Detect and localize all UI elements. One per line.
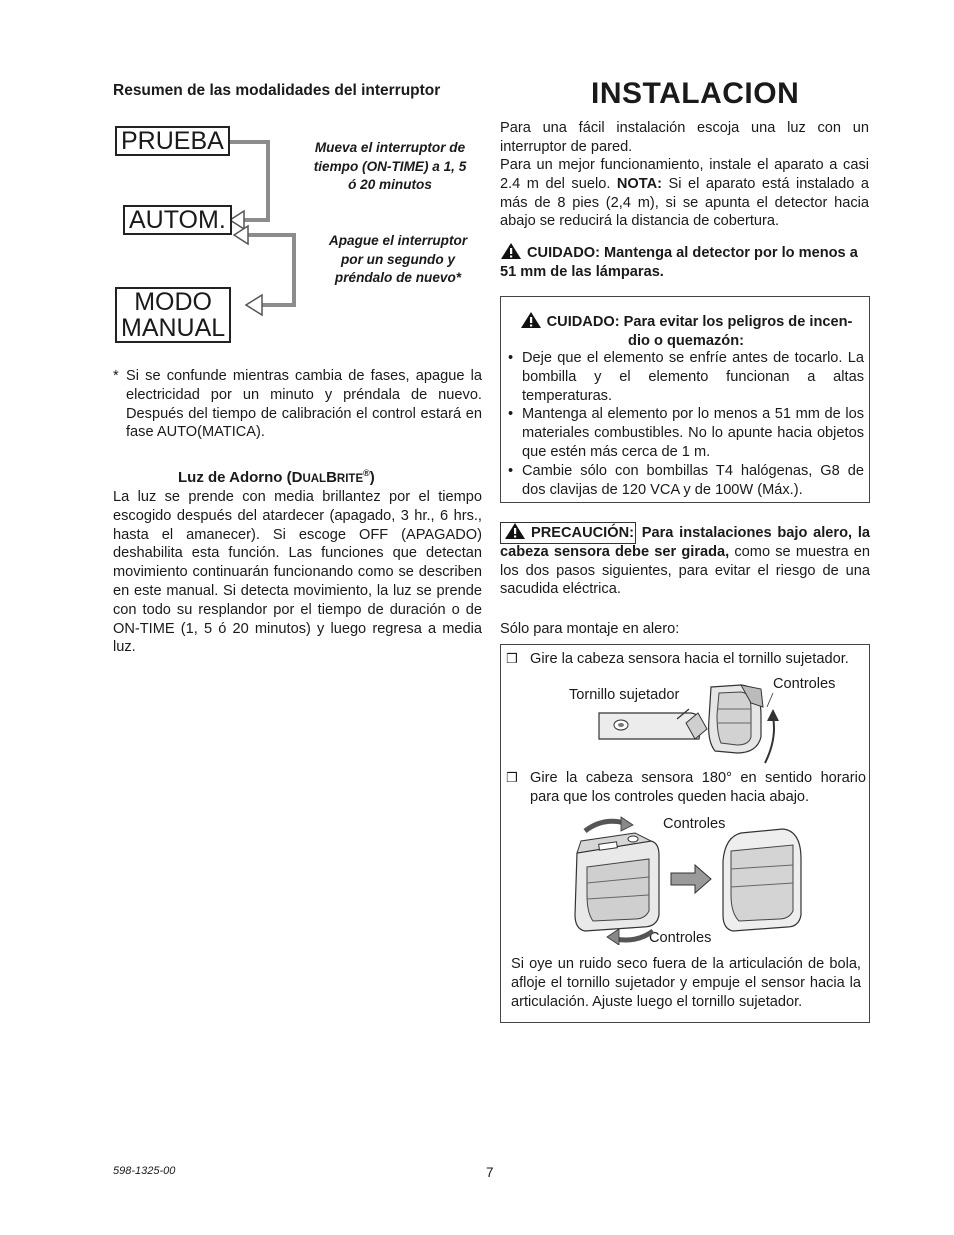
section-heading-switch-modes: Resumen de las modalidades del interruptor [113, 82, 441, 99]
intro2-text-b: Si el aparato está instalado a más de 8 pies (2,4 m), si se apunta el detector hacia abajo se reducirá la distancia de cobertura. [500, 175, 869, 230]
note-ontime-line2: tiempo (ON-TIME) a 1, 5 [313, 158, 467, 174]
caution-item-1: Deje que el elemento se enfríe antes de tocarlo. La bombilla y el elemento funcionan a altas temperaturas. [522, 350, 864, 404]
arrowhead-manual [246, 295, 262, 315]
page-number: 7 [486, 1165, 494, 1180]
precaution-label: PRECAUCIÓN: [531, 525, 634, 541]
list-item [508, 462, 864, 500]
precaution-label-box [500, 522, 636, 544]
list-item [508, 349, 864, 405]
step-2-text: Gire la cabeza sensora 180° en sentido horario para que los controles queden hacia abajo. [530, 770, 866, 805]
note-power-line1: Apague el interruptor [328, 233, 468, 248]
ball-joint-note: Si oye un ruido seco fuera de la articulación de bola, afloje el tornillo sujetador y empuje el sensor hacia la articulación. Ajuste luego el tornillo sujetador. [511, 956, 861, 1010]
precaution-paragraph [500, 522, 870, 599]
dualbrite-heading-reg: ® [363, 468, 370, 478]
intro-paragraph-2 [500, 156, 869, 231]
bullet: • [508, 406, 514, 423]
mode-manual-box [115, 287, 231, 343]
warning-triangle-icon [520, 311, 542, 329]
eave-intro: Sólo para montaje en alero: [500, 621, 680, 637]
dualbrite-heading [178, 468, 375, 486]
intro2-text-a: Para un mejor funcionamiento, instale el aparato a casi 2.4 m del suelo. [500, 157, 869, 192]
precaution-bold-text: Para instalaciones bajo alero, la cabeza sensora debe ser girada, [500, 525, 870, 560]
eave-steps-box [500, 644, 870, 1023]
mode-auto-label: AUTOM. [129, 206, 226, 234]
note-power-cycle [303, 232, 493, 288]
mode-test-label: PRUEBA [121, 127, 224, 155]
page-title: INSTALACION [591, 77, 800, 110]
dualbrite-heading-rite: RITE [336, 473, 364, 485]
label-controls-top: Controles [663, 816, 726, 832]
dualbrite-heading-suffix: ) [369, 469, 375, 486]
note-power-line3: préndalo de nuevo* [334, 270, 462, 285]
caution-item-2: Mantenga al elemento por lo menos a 51 mm de los materiales combustibles. No lo apunte hacia objetos que estén más cerca de 1 m. [522, 406, 864, 460]
dualbrite-heading-prefix: Luz de Adorno ( [178, 469, 292, 486]
mode-auto-box [123, 205, 232, 235]
list-item [508, 405, 864, 461]
label-screw: Tornillo sujetador [569, 687, 680, 703]
caution-fire-title-line1: CUIDADO: Para evitar los peligros de incen- [546, 314, 853, 330]
dualbrite-heading-ual: UAL [302, 473, 327, 485]
checkbox-icon: ❒ [506, 651, 518, 666]
warning-triangle-icon [504, 522, 526, 540]
arrow-auto-to-manual [238, 235, 294, 305]
warning-triangle-icon [500, 242, 522, 260]
arrowhead-auto-return [234, 226, 248, 244]
doc-number: 598-1325-00 [113, 1165, 176, 1177]
precaution-rest-text: como se muestra en los dos pasos siguientes, para evitar el riesgo de una sacudida eléctrica. [500, 543, 870, 598]
caution-fire-title-line2: dio o quemazón: [628, 332, 744, 349]
mode-manual-line2: MANUAL [121, 314, 226, 342]
step-1-text: Gire la cabeza sensora hacia el tornillo sujetador. [530, 651, 849, 667]
dualbrite-body: La luz se prende con media brillantez por el tiempo escogido después del atardecer (apagado, 3 hr., 6 hrs., hasta el amanecer). Si escoge OFF (APAGADO) deshabilita esta función. Las funciones que detectan movimiento continuarán funcionando como se describen en este manual. Si detecta movimiento, la luz se prende con todo su resplandor por el tiempo de duración o de ON-TIME (1, 5 ó 20 minutos) y luego regresa a media luz. [113, 489, 482, 656]
note-ontime-line1: Mueva el interruptor de [314, 140, 466, 155]
sensor-rotate-illustration [591, 679, 811, 769]
footnote-mark: * [113, 368, 119, 384]
dualbrite-heading-b: B [326, 469, 337, 486]
step-1 [506, 650, 866, 669]
mode-test-box [115, 126, 230, 156]
step-2 [506, 769, 866, 807]
caution-lamps-text: CUIDADO: Mantenga al detector por lo menos a 51 mm de las lámparas. [500, 245, 858, 280]
footnote [113, 367, 482, 442]
note-power-line2: por un segundo y [340, 251, 456, 267]
dualbrite-heading-d: D [291, 469, 303, 486]
note-ontime [295, 139, 485, 195]
arrowhead-auto [230, 211, 244, 229]
intro2-nota: NOTA: [616, 175, 663, 192]
bullet: • [508, 350, 514, 366]
caution-fire-box [500, 296, 870, 503]
arrow-test-to-auto [230, 142, 268, 220]
label-controls-bottom: Controles [649, 930, 712, 946]
intro-paragraph-1: Para una fácil instalación escoja una luz con un interruptor de pared. [500, 120, 869, 155]
label-controls-1: Controles [773, 676, 836, 692]
footnote-text: Si se confunde mientras cambia de fases, apague la electricidad por un minuto y préndala de nuevo. Después del tiempo de calibración el control estará en fase AUTO(MATICA). [126, 368, 482, 441]
note-ontime-line3: ó 20 minutos [348, 177, 432, 192]
bullet: • [508, 462, 514, 479]
caution-fire-title [508, 311, 864, 351]
mode-manual-line1: MODO [134, 288, 212, 316]
caution-lamps [500, 242, 870, 282]
caution-fire-list [508, 349, 864, 499]
checkbox-icon: ❒ [506, 770, 518, 785]
caution-item-3: Cambie sólo con bombillas T4 halógenas, G8 de dos clavijas de 120 VCA y de 100W (Máx.). [522, 462, 864, 498]
sensor-flip-illustration [571, 815, 811, 945]
